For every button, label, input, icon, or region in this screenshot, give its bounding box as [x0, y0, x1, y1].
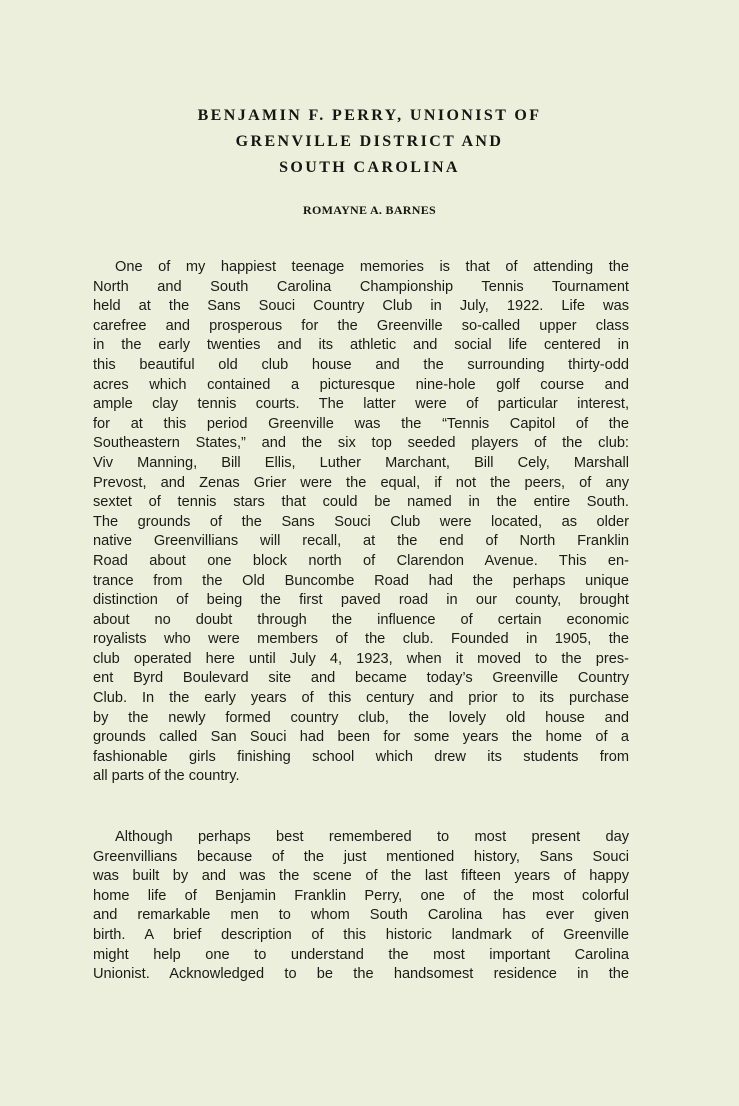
text-line: Viv Manning, Bill Ellis, Luther Marchant, Bill Cely, Marshall: [93, 454, 629, 471]
text-line: North and South Carolina Championship Tennis Tournament: [93, 278, 629, 295]
text-line: Greenvillians because of the just mentioned history, Sans Souci: [93, 848, 629, 865]
text-line: birth. A brief description of this historic landmark of Greenville: [93, 926, 629, 943]
text-line: in the early twenties and its athletic and social life centered in: [93, 337, 629, 354]
text-line: ent Byrd Boulevard site and became today’s Greenville Country: [93, 670, 629, 687]
title-line: GRENVILLE DISTRICT AND: [235, 133, 504, 150]
title-line: BENJAMIN F. PERRY, UNIONIST OF: [197, 107, 542, 124]
title-line: SOUTH CAROLINA: [279, 159, 460, 176]
text-line: trance from the Old Buncombe Road had the perhaps unique: [93, 572, 629, 589]
text-line: by the newly formed country club, the lovely old house and: [93, 709, 629, 726]
text-line: One of my happiest teenage memories is that of attending the: [115, 259, 629, 275]
text-line: about no doubt through the influence of certain economic: [93, 611, 629, 628]
text-line: Unionist. Acknowledged to be the handsomest residence in the: [93, 966, 629, 983]
text-line: carefree and prosperous for the Greenville so-called upper class: [93, 317, 629, 334]
text-line: club operated here until July 4, 1923, when it moved to the pres-: [93, 650, 629, 667]
text-line: Southeastern States,” and the six top seeded players of the club:: [93, 435, 629, 452]
article-author: ROMAYNE A. BARNES: [302, 203, 436, 217]
text-line: might help one to understand the most important Carolina: [93, 946, 629, 963]
text-line: all parts of the country.: [93, 768, 240, 785]
text-line: The grounds of the Sans Souci Club were located, as older: [93, 513, 629, 530]
text-line: royalists who were members of the club. Founded in 1905, the: [93, 631, 629, 648]
text-line: was built by and was the scene of the last fifteen years of happy: [93, 868, 629, 885]
text-line: grounds called San Souci had been for some years the home of a: [93, 729, 629, 746]
text-line: distinction of being the first paved road in our county, brought: [93, 592, 629, 609]
text-line: acres which contained a picturesque nine-hole golf course and: [93, 376, 629, 393]
text-line: and remarkable men to whom South Carolina has ever given: [93, 907, 629, 924]
text-line: native Greenvillians will recall, at the end of North Franklin: [93, 533, 629, 550]
text-line: Although perhaps best remembered to most present day: [115, 829, 629, 845]
text-line: ample clay tennis courts. The latter were of particular interest,: [93, 396, 629, 413]
text-line: Prevost, and Zenas Grier were the equal, if not the peers, of any: [93, 474, 629, 491]
paragraph-1: [93, 258, 629, 787]
article-title: [0, 103, 739, 181]
text-line: sextet of tennis stars that could be named in the entire South.: [93, 494, 629, 511]
text-line: home life of Benjamin Franklin Perry, one of the most colorful: [93, 887, 629, 904]
text-line: fashionable girls finishing school which drew its students from: [93, 748, 629, 765]
paragraph-2: [93, 828, 629, 985]
text-line: Club. In the early years of this century and prior to its purchase: [93, 690, 629, 707]
text-line: for at this period Greenville was the “Tennis Capitol of the: [93, 415, 629, 432]
text-line: this beautiful old club house and the surrounding thirty-odd: [93, 356, 629, 373]
text-line: held at the Sans Souci Country Club in July, 1922. Life was: [93, 298, 629, 315]
text-line: Road about one block north of Clarendon Avenue. This en-: [93, 552, 629, 569]
